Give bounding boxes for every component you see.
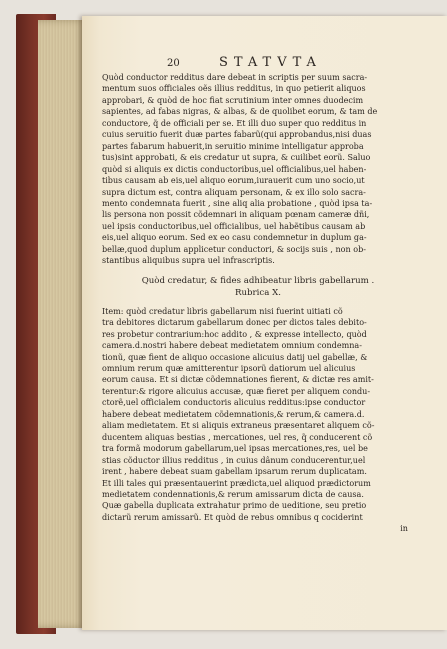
page-block-edges — [38, 20, 88, 628]
text-line: tus)sint approbati, & eis credatur ut supra, & cuilibet eorũ. Saluo — [102, 153, 371, 163]
text-line: tibus causam ab eis,uel aliquo eorum,iurauerit cum uno socio,ut — [102, 176, 365, 186]
text-line: omnium rerum quæ amitterentur ipsorũ datiorum uel alicuius — [102, 363, 356, 373]
text-line: terentur:& rigore alicuius accusæ, quæ fieret per aliquem condu- — [102, 386, 371, 396]
text-block — [102, 72, 414, 535]
text-line: stias cõductor illius redditus , in cuius dânum conducerentur,uel — [102, 455, 366, 465]
text-line: camera.d.nostri habere debeat medietatem omnium condemna- — [102, 341, 362, 351]
folio-number: 20 — [167, 58, 180, 69]
text-line: tra formã modorum gabellarum,uel ipsas mercationes,res, uel be — [102, 444, 368, 454]
text-line: mentum suos officiales oẽs illius redditus, in quo petierit aliquos — [102, 84, 366, 94]
text-line: tra debitores dictarum gabellarum donec per dictos tales debito- — [102, 318, 367, 328]
text-line: Et illi tales qui præsentauerint prædicta,uel aliquod prædictorum — [102, 478, 371, 488]
text-line: eorum causa. Et si dictæ cõdemnationes fierent, & dictæ res amit- — [102, 375, 374, 385]
catchword: in — [400, 524, 408, 534]
text-line: cuius seruitio fuerit duæ partes fabarũ(qui approbandus,nisi duas — [102, 130, 372, 140]
text-line: Item: quòd credatur libris gabellarum nisi fuerint uitiati cõ — [102, 306, 343, 316]
text-line: aliam medietatem. Et si aliquis extraneus præsentaret aliquem cõ- — [102, 421, 375, 431]
text-line: stantibus aliquibus supra uel infrascriptis. — [102, 256, 275, 266]
text-line: approbari, & quòd de hoc fiat scrutinium inter omnes duodecim — [102, 95, 364, 105]
text-line: irent , habere debeat suam gabellam ipsarum rerum duplicatam. — [102, 467, 367, 477]
paragraph-1 — [102, 72, 414, 267]
text-line: eis,uel aliquo eorum. Sed ex eo casu condemnetur in duplum ga- — [102, 233, 367, 243]
text-line: uel ipsis conductoribus,uel officialibus, uel habẽtibus causam ab — [102, 221, 366, 231]
text-line: Quæ gabella duplicata extrahatur primo de ueditione, seu pretio — [102, 501, 367, 511]
paragraph-2 — [102, 306, 414, 524]
text-line: dictarũ rerum amissarũ. Et quòd de rebus omnibus q cociderint — [102, 512, 363, 522]
rubric-label: Rubrica X. — [235, 287, 281, 298]
text-line: res probetur contrarium:hoc addito , & expresse intellecto, quòd — [102, 329, 367, 339]
text-line: ctorẽ,uel officialem conductoris alicuius redditus:ipse conductor — [102, 398, 366, 408]
text-line: lis persona non possit cõdemnari in aliquam pœnam cameræ dñi, — [102, 210, 370, 220]
section-heading: Quòd credatur, & fides adhibeatur libris gabellarum . — [141, 275, 375, 286]
text-line: quòd si aliquis ex dictis conductoribus,uel officialibus,uel haben- — [102, 164, 367, 174]
running-head: STATVTA — [219, 55, 322, 70]
text-line: bellæ,quod duplum applicetur conductori, & socijs suis , non ob- — [102, 244, 366, 254]
text-line: conductore, q̃ de officiali per se. Et illi duo super quo redditus in — [102, 118, 367, 128]
text-line: sapientes, ad fabas nigras, & albas, & de quolibet eorum, & tam de — [102, 107, 378, 117]
text-line: supra dictum est, contra aliquam personam, & ex illo solo sacra- — [102, 187, 366, 197]
text-line: Quòd conductor redditus dare debeat in scriptis per suum sacra- — [102, 73, 368, 82]
text-line: medietatem condennationis,& rerum amissarum dicta de causa. — [102, 489, 364, 499]
text-line: partes fabarum habuerit,in seruitio minime intelligatur approba — [102, 141, 364, 151]
text-line: mento condemnata fuerit , sine aliq alia probatione , quòd ipsa ta- — [102, 198, 373, 208]
text-line: habere debeat medietatem cõdemnationis,& rerum,& camera.d. — [102, 409, 365, 419]
text-line: tionũ, quæ fient de aliquo occasione alicuius datij uel gabellæ, & — [102, 352, 368, 362]
text-line: ducentem aliquas bestias , mercationes, uel res, q̃ conducerent cõ — [102, 432, 373, 442]
